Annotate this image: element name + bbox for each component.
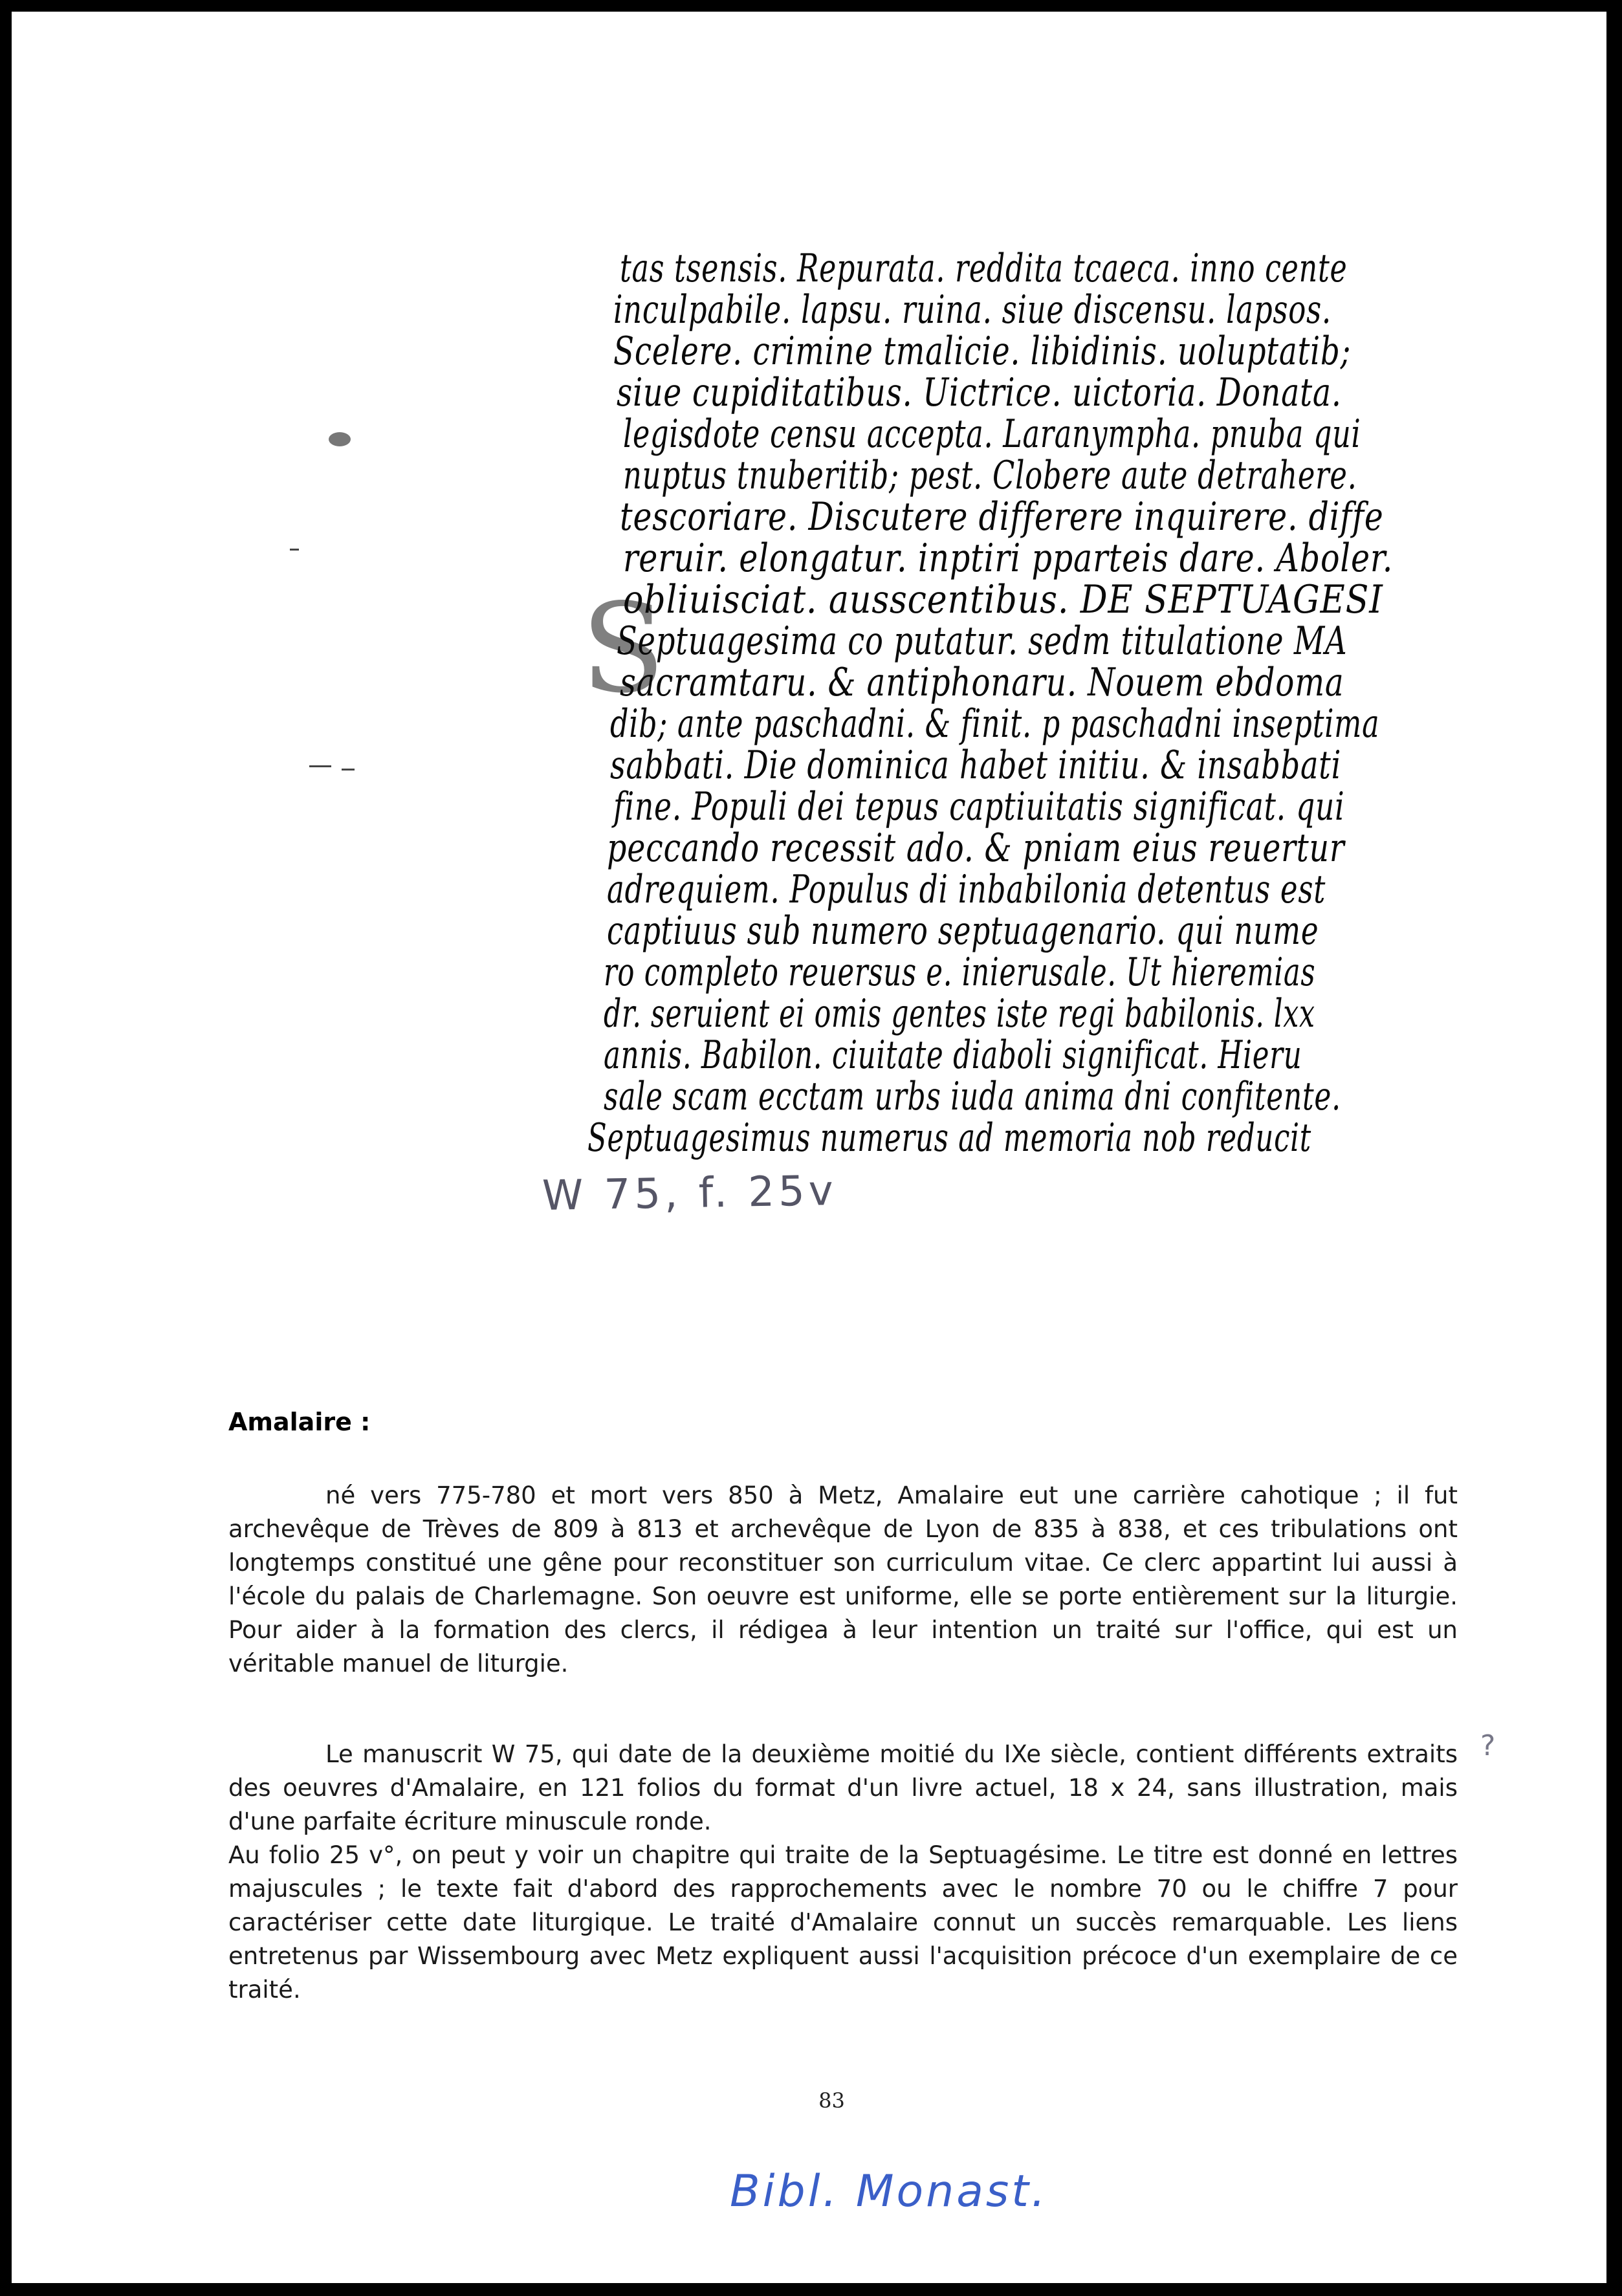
manuscript-line: peccando recessit ado. & pniam eius reuertur (607, 825, 1345, 871)
paragraph-biography (228, 1479, 1458, 1681)
section-heading: Amalaire : (228, 1408, 371, 1436)
manuscript-line: annis. Babilon. ciuitate diaboli significat. Hieru (604, 1033, 1302, 1078)
manuscript-line: Septuagesima co putatur. sedm titulatione MA (617, 618, 1348, 664)
manuscript-speck (329, 432, 351, 446)
paragraph-manuscript (228, 1738, 1458, 1839)
manuscript-line: siue cupiditatibus. Uictrice. uictoria. Donata. (617, 370, 1342, 415)
manuscript-line: Septuagesimus numerus ad memoria nob reducit (587, 1115, 1311, 1161)
paragraph-text: Le manuscrit W 75, qui date de la deuxième moitié du IXe siècle, contient différents extraits des oeuvres d'Amalaire, en 121 folios du format d'un livre actuel, 18 x 24, sans illustration, mais d'une parfaite écriture minuscule ronde. (228, 1740, 1458, 1835)
manuscript-line: sale scam ecctam urbs iuda anima dni confitente. (604, 1074, 1341, 1119)
paragraph-folio (228, 1839, 1458, 2007)
paragraph-text: Au folio 25 v°, on peut y voir un chapitre qui traite de la Septuagésime. Le titre est donné en lettres majuscules ; le texte fait d'abord des rapprochements avec le nombre 70 ou le chiffre 7 pour caractériser cette date liturgique. Le traité d'Amalaire connut un succès remarquable. Les liens entretenus par Wissembourg avec Metz expliquent aussi l'acquisition précoce d'un exemplaire de ce traité. (228, 1841, 1458, 2004)
manuscript-mark (290, 549, 299, 551)
manuscript-line: reruir. elongatur. inptiri pparteis dare. Aboler. (623, 536, 1394, 581)
manuscript-line: Scelere. crimine tmalicie. libidinis. uoluptatib; (613, 329, 1352, 374)
manuscript-line: fine. Populi dei tepus captiuitatis significat. qui (613, 784, 1345, 829)
manuscript-initial: S (581, 577, 666, 720)
margin-question-mark: ? (1480, 1729, 1496, 1762)
manuscript-line: dib; ante paschadni. & finit. p paschadni inseptima (610, 701, 1380, 747)
manuscript-line: legisdote censu accepta. Laranympha. pnuba qui (623, 411, 1361, 457)
manuscript-mark (342, 769, 355, 771)
manuscript-line: tescoriare. Discutere differere inquirere. diffe (620, 494, 1384, 540)
manuscript-line: nuptus tnuberitib; pest. Clobere aute detrahere. (623, 453, 1357, 498)
manuscript-line: tas tsensis. Repurata. reddita tcaeca. inno cente (620, 246, 1348, 291)
library-stamp: Bibl. Monast. (730, 2166, 1048, 2217)
manuscript-mark (309, 765, 331, 767)
manuscript-facsimile (393, 238, 1394, 1161)
manuscript-line: inculpabile. lapsu. ruina. siue discensu. lapsos. (613, 287, 1332, 333)
page-number: 83 (818, 2088, 845, 2113)
manuscript-line: dr. seruient ei omis gentes iste regi babilonis. lxx (604, 991, 1315, 1036)
manuscript-line: adrequiem. Populus di inbabilonia detentus est (607, 867, 1326, 912)
manuscript-line: captiuus sub numero septuagenario. qui nume (607, 908, 1319, 954)
manuscript-line: ro completo reuersus e. inierusale. Ut hieremias (604, 950, 1316, 995)
paragraph-text: né vers 775-780 et mort vers 850 à Metz, Amalaire eut une carrière cahotique ; il fut archevêque de Trèves de 809 à 813 et archevêque de Lyon de 835 à 838, et ces tribulations ont longtemps constitué une gêne pour reconstituer son curriculum vitae. Ce clerc appartint lui aussi à l'école du palais de Charlemagne. Son oeuvre est uniforme, elle se porte entièrement sur la liturgie. Pour aider à la formation des clercs, il rédigea à leur intention un traité sur l'office, qui est un véritable manuel de liturgie. (228, 1481, 1458, 1678)
manuscript-line: sabbati. Die dominica habet initiu. & insabbati (610, 743, 1342, 788)
manuscript-line: obliuisciat. ausscentibus. DE SEPTUAGESI (623, 577, 1383, 622)
document-page (12, 12, 1606, 2283)
shelfmark-annotation: W 75, f. 25v (542, 1167, 838, 1220)
manuscript-line: sacramtaru. & antiphonaru. Nouem ebdoma (620, 660, 1344, 705)
